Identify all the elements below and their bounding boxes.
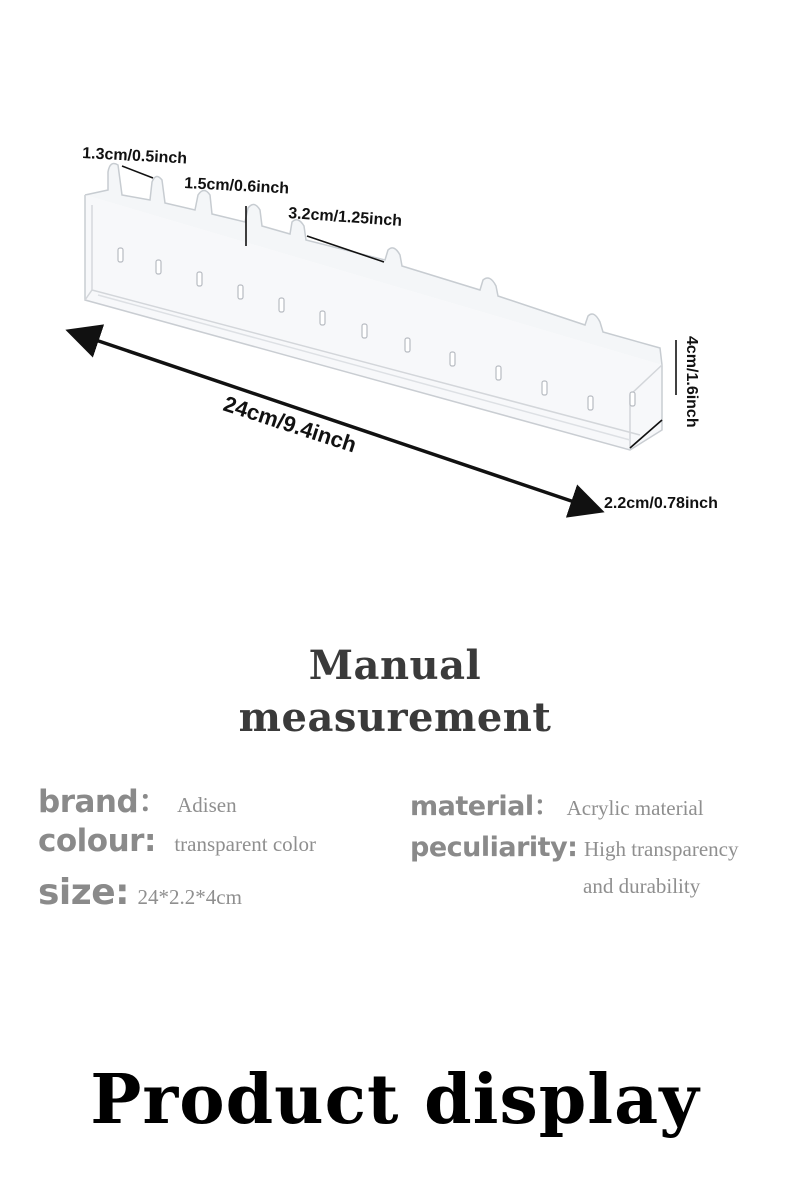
spec-peculiarity-value-line1: High transparency bbox=[583, 837, 739, 861]
product-display-title: Product display bbox=[90, 1060, 700, 1140]
depth-label: 2.2cm/0.78inch bbox=[604, 495, 718, 512]
spec-brand-label: brand： bbox=[38, 784, 169, 820]
spec-material-label: material： bbox=[410, 791, 561, 822]
spec-peculiarity bbox=[410, 832, 738, 863]
manual-measurement-heading bbox=[0, 640, 790, 744]
hook-spacing-label: 3.2cm/1.25inch bbox=[287, 205, 403, 230]
heading-line-1: Manual bbox=[308, 642, 482, 689]
spec-material bbox=[410, 784, 704, 823]
spec-colour bbox=[38, 823, 316, 859]
hook-width-label: 1.3cm/0.5inch bbox=[81, 145, 188, 168]
height-label: 4cm/1.6inch bbox=[683, 336, 700, 428]
spec-size-value: 24*2.2*4cm bbox=[137, 885, 242, 909]
spec-material-value: Acrylic material bbox=[566, 796, 704, 820]
acrylic-stand bbox=[85, 164, 662, 450]
product-diagram bbox=[0, 0, 790, 560]
spec-peculiarity-continued bbox=[583, 874, 700, 899]
spec-brand bbox=[38, 776, 237, 821]
spec-colour-value: transparent color bbox=[174, 832, 317, 856]
spec-size bbox=[38, 872, 242, 913]
hook-gap-label: 1.5cm/0.6inch bbox=[183, 175, 290, 198]
spec-size-label: size: bbox=[38, 872, 130, 913]
heading-line-2: measurement bbox=[238, 694, 552, 741]
length-label: 24cm/9.4inch bbox=[220, 390, 360, 458]
spec-peculiarity-value-line2: and durability bbox=[583, 874, 701, 898]
spec-colour-label: colour: bbox=[38, 823, 156, 859]
spec-peculiarity-label: peculiarity: bbox=[410, 832, 578, 863]
spec-brand-value: Adisen bbox=[177, 793, 237, 817]
